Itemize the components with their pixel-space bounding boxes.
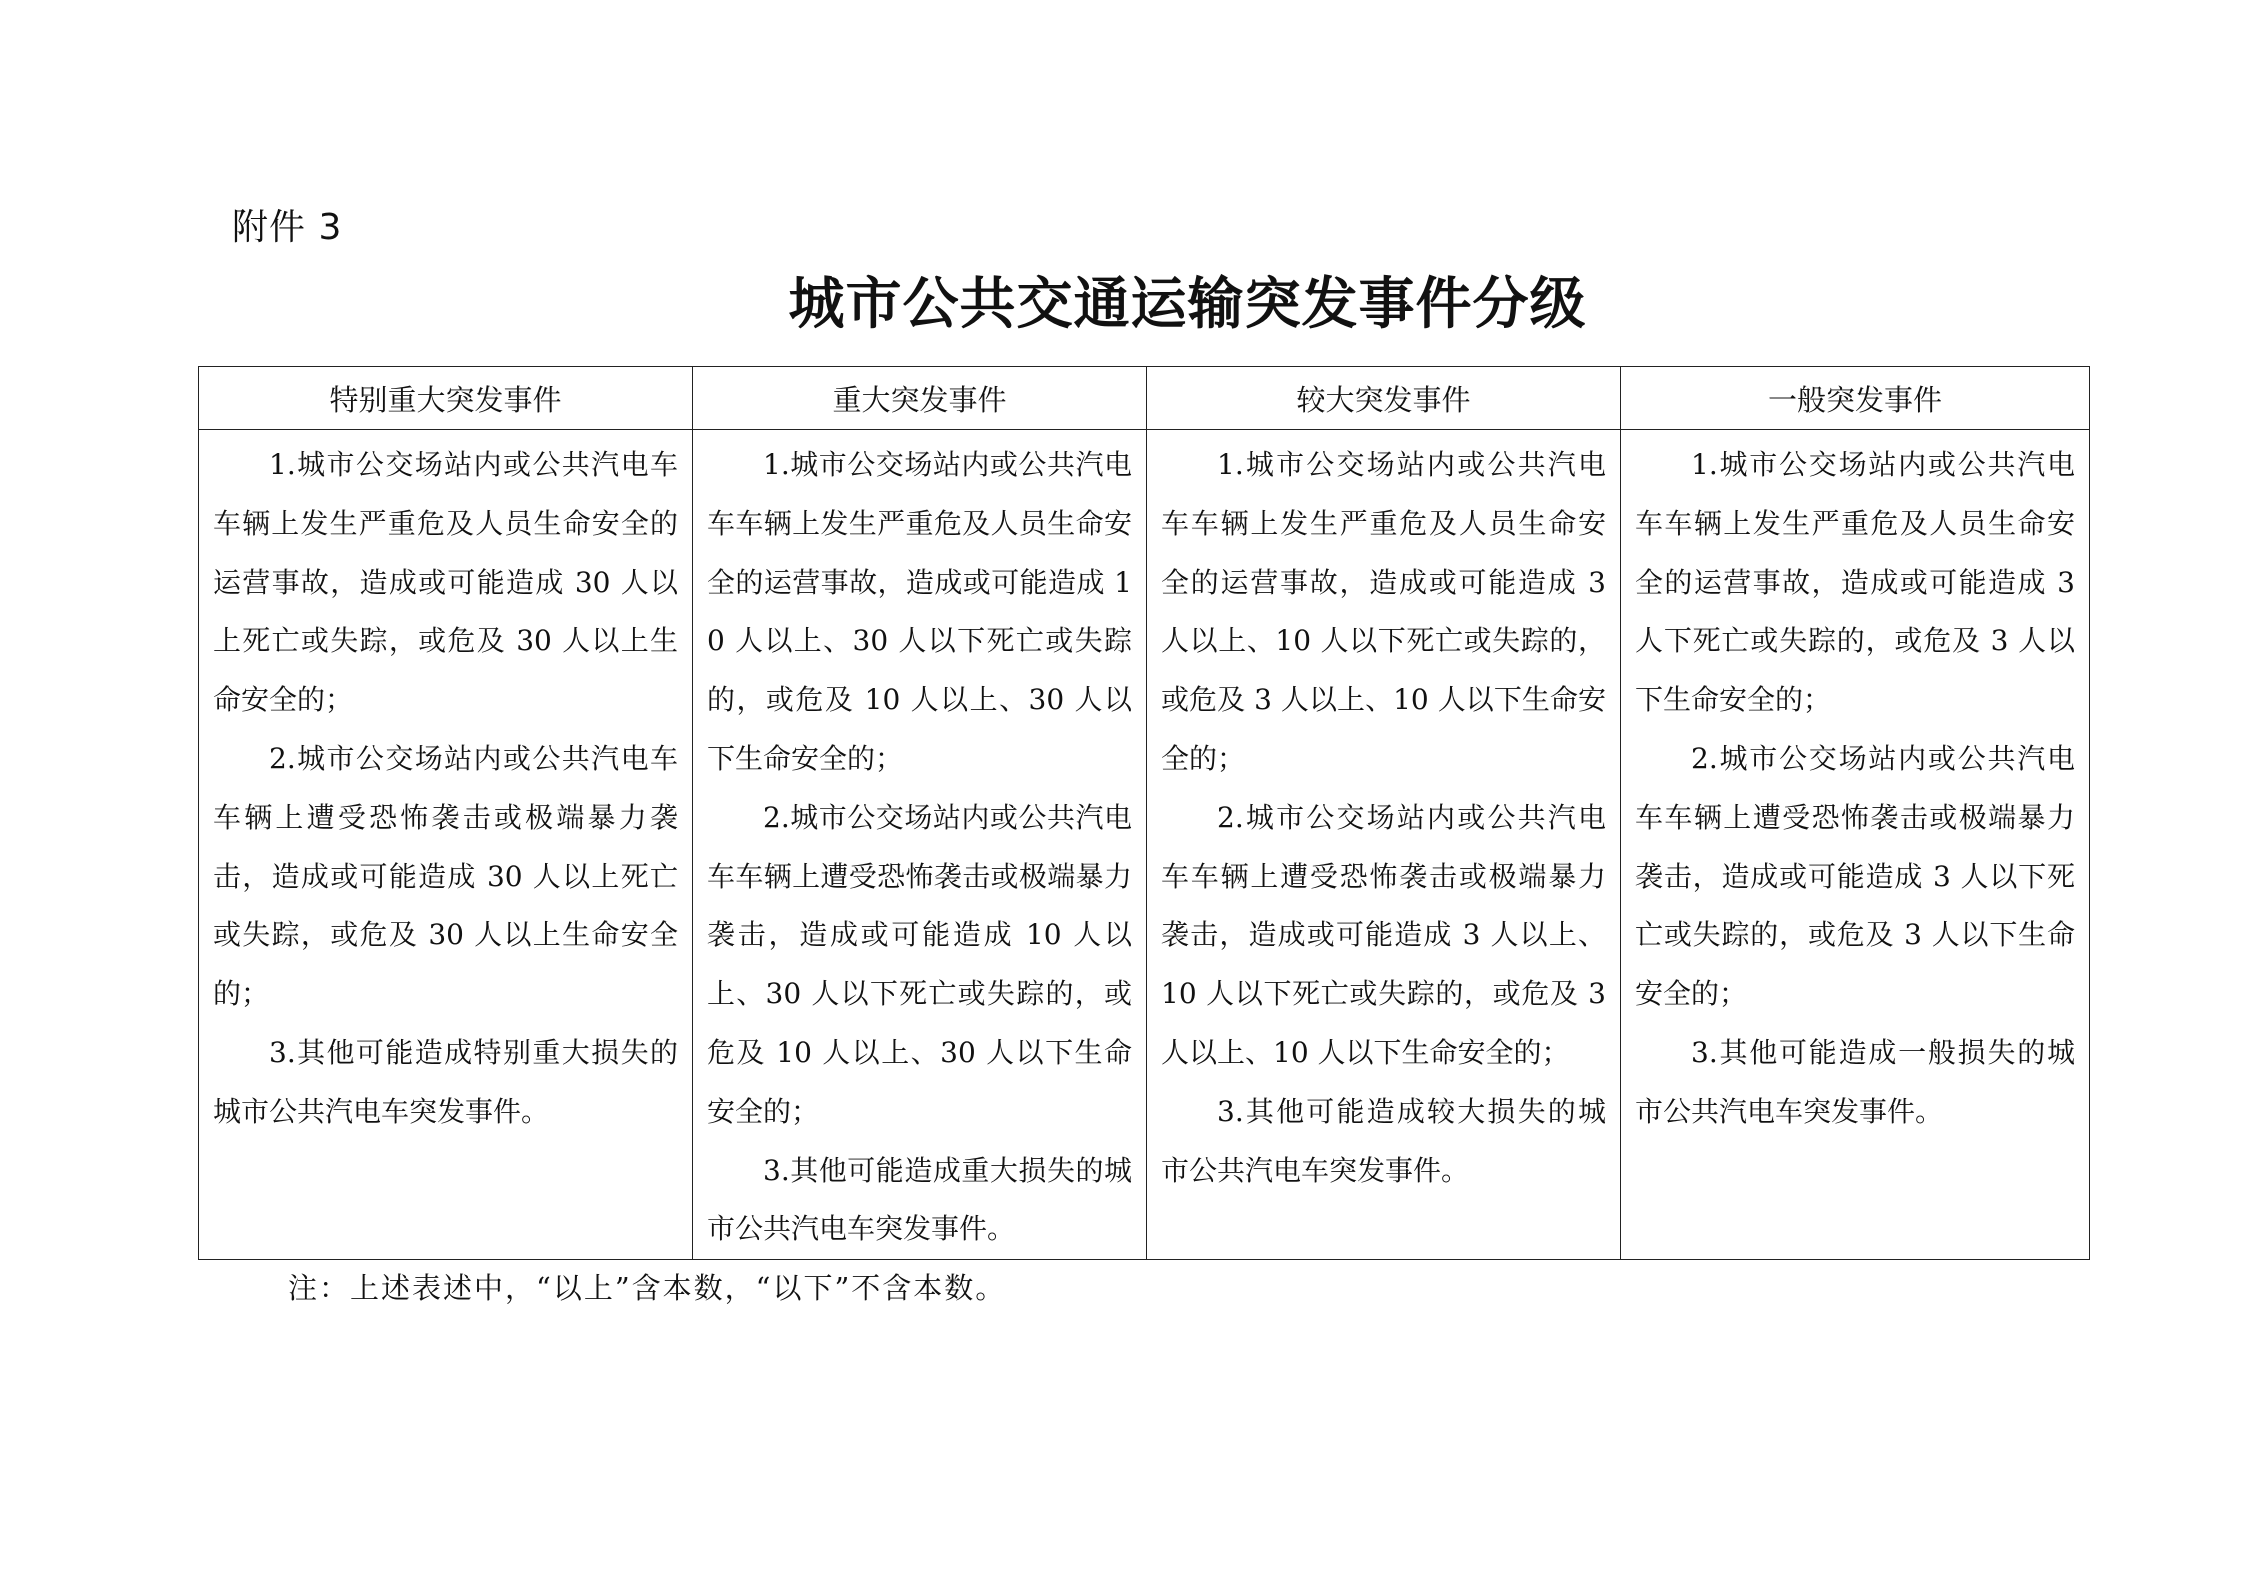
criterion-paragraph: 2.城市公交场站内或公共汽电车车辆上遭受恐怖袭击或极端暴力袭击，造成或可能造成 30 人以上死亡或失踪，或危及 30 人以上生命安全的； — [213, 741, 678, 1011]
document-title: 城市公共交通运输突发事件分级 — [788, 271, 1587, 337]
header-especially-major: 特别重大突发事件 — [199, 367, 693, 430]
header-relatively-major: 较大突发事件 — [1147, 367, 1621, 430]
attachment-label: 附件 3 — [232, 207, 343, 248]
criterion-paragraph: 1.城市公交场站内或公共汽电车车辆上发生严重危及人员生命安全的运营事故，造成或可能造成 10 人以上、30 人以下死亡或失踪的，或危及 10 人以上、30 人以下生命安全的； — [707, 448, 1132, 775]
cell-major — [693, 430, 1147, 1260]
incident-grading-table — [198, 366, 2090, 1260]
criterion-paragraph: 3.其他可能造成较大损失的城市公共汽电车突发事件。 — [1161, 1094, 1606, 1187]
criterion-paragraph: 2.城市公交场站内或公共汽电车车辆上遭受恐怖袭击或极端暴力袭击，造成或可能造成 10 人以上、30 人以下死亡或失踪的，或危及 10 人以上、30 人以下生命安全的； — [707, 800, 1132, 1128]
cell-general — [1621, 430, 2090, 1260]
table-row — [199, 430, 2090, 1260]
criterion-paragraph: 2.城市公交场站内或公共汽电车车辆上遭受恐怖袭击或极端暴力袭击，造成或可能造成 3 人以下死亡或失踪的，或危及 3 人以下生命安全的； — [1635, 741, 2075, 1011]
table-footnote: 注：上述表述中，“以上”含本数，“以下”不含本数。 — [288, 1271, 1007, 1305]
header-major: 重大突发事件 — [693, 367, 1147, 430]
criterion-paragraph: 3.其他可能造成特别重大损失的城市公共汽电车突发事件。 — [213, 1035, 678, 1128]
cell-relatively-major — [1147, 430, 1621, 1260]
header-general: 一般突发事件 — [1621, 367, 2090, 430]
table-header-row — [199, 367, 2090, 430]
criterion-paragraph: 3.其他可能造成重大损失的城市公共汽电车突发事件。 — [707, 1153, 1132, 1246]
criterion-paragraph: 3.其他可能造成一般损失的城市公共汽电车突发事件。 — [1635, 1035, 2075, 1128]
criterion-paragraph: 1.城市公交场站内或公共汽电车车辆上发生严重危及人员生命安全的运营事故，造成或可能造成 3 人下死亡或失踪的，或危及 3 人以下生命安全的； — [1635, 448, 2075, 717]
criterion-paragraph: 1.城市公交场站内或公共汽电车车辆上发生严重危及人员生命安全的运营事故，造成或可能造成 3 人以上、10 人以下死亡或失踪的，或危及 3 人以上、10 人以下生命安全的； — [1161, 448, 1606, 775]
criterion-paragraph: 1.城市公交场站内或公共汽电车车辆上发生严重危及人员生命安全的运营事故，造成或可能造成 30 人以上死亡或失踪，或危及 30 人以上生命安全的； — [213, 448, 678, 717]
cell-especially-major — [199, 430, 693, 1260]
criterion-paragraph: 2.城市公交场站内或公共汽电车车辆上遭受恐怖袭击或极端暴力袭击，造成或可能造成 3 人以上、10 人以下死亡或失踪的，或危及 3 人以上、10 人以下生命安全的； — [1161, 800, 1606, 1069]
